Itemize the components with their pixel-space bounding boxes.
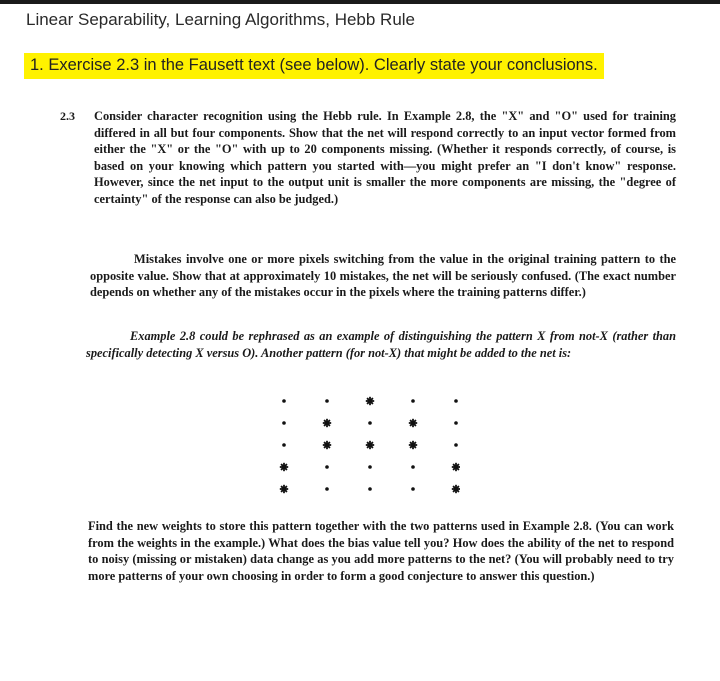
- pattern-grid: [270, 390, 460, 502]
- exercise-paragraph-3: Example 2.8 could be rephrased as an example of distinguishing the pattern X from not-X (rather than specifically detecting X versus O). Another pattern (for not-X) that might be added to the net is:: [86, 329, 676, 360]
- exercise-number: 2.3: [60, 109, 75, 123]
- scanned-textbook-excerpt: [60, 98, 690, 658]
- page-title: Linear Separability, Learning Algorithms, Hebb Rule: [26, 10, 416, 29]
- pattern-cell-on: [409, 419, 417, 427]
- pattern-cell-on: [280, 485, 288, 493]
- pattern-cell-off: [282, 399, 286, 403]
- pattern-cell-off: [368, 421, 372, 425]
- pattern-cell-off: [454, 399, 458, 403]
- pattern-cell-off: [325, 487, 329, 491]
- pattern-cell-off: [411, 399, 415, 403]
- pattern-cell-off: [282, 443, 286, 447]
- pattern-cell-off: [411, 487, 415, 491]
- pattern-cell-on: [452, 485, 460, 493]
- pattern-cell-off: [282, 421, 286, 425]
- exercise-paragraph-1: Consider character recognition using the Hebb rule. In Example 2.8, the "X" and "O" used for training differed in all but four components. Show that the net will respond correctly to an input vector formed from either the "X" or the "O" with up to 20 components missing. (Whether it responds correctly, of course, is based on your knowing which pattern you started with—you might prefer an "I don't know" response. However, since the net input to the output unit is smaller the more components are missing, the "degree of certainty" of the response can also be judged.): [94, 109, 676, 206]
- pattern-cell-on: [280, 463, 288, 471]
- pattern-svg: [270, 390, 460, 502]
- top-border: [0, 0, 720, 4]
- pattern-cell-on: [452, 463, 460, 471]
- pattern-cell-off: [454, 443, 458, 447]
- pattern-cell-off: [368, 465, 372, 469]
- pattern-cell-off: [325, 399, 329, 403]
- exercise-paragraph-2: Mistakes involve one or more pixels switching from the value in the original training pattern to the opposite value. Show that at approximately 10 mistakes, the net will be seriously confused. (The exact number depends on whether any of the mistakes occur in the pixels where the training patterns differ.): [90, 252, 676, 300]
- pattern-cell-off: [454, 421, 458, 425]
- pattern-cell-off: [325, 465, 329, 469]
- pattern-cell-off: [411, 465, 415, 469]
- pattern-cell-on: [366, 441, 374, 449]
- highlighted-task: 1. Exercise 2.3 in the Fausett text (see below). Clearly state your conclusions.: [24, 53, 604, 79]
- pattern-cell-on: [323, 419, 331, 427]
- pattern-cell-on: [323, 441, 331, 449]
- pattern-cell-on: [366, 397, 374, 405]
- pattern-cell-off: [368, 487, 372, 491]
- exercise-paragraph-4: Find the new weights to store this pattern together with the two patterns used in Example 2.8. (You can work from the weights in the example.) What does the bias value tell you? How does the ability of the net to respond to noisy (missing or mistaken) data change as you add more patterns to the net? (You will probably need to try more patterns of your own choosing in order to form a good conjecture to answer this question.): [88, 519, 674, 583]
- pattern-cell-on: [409, 441, 417, 449]
